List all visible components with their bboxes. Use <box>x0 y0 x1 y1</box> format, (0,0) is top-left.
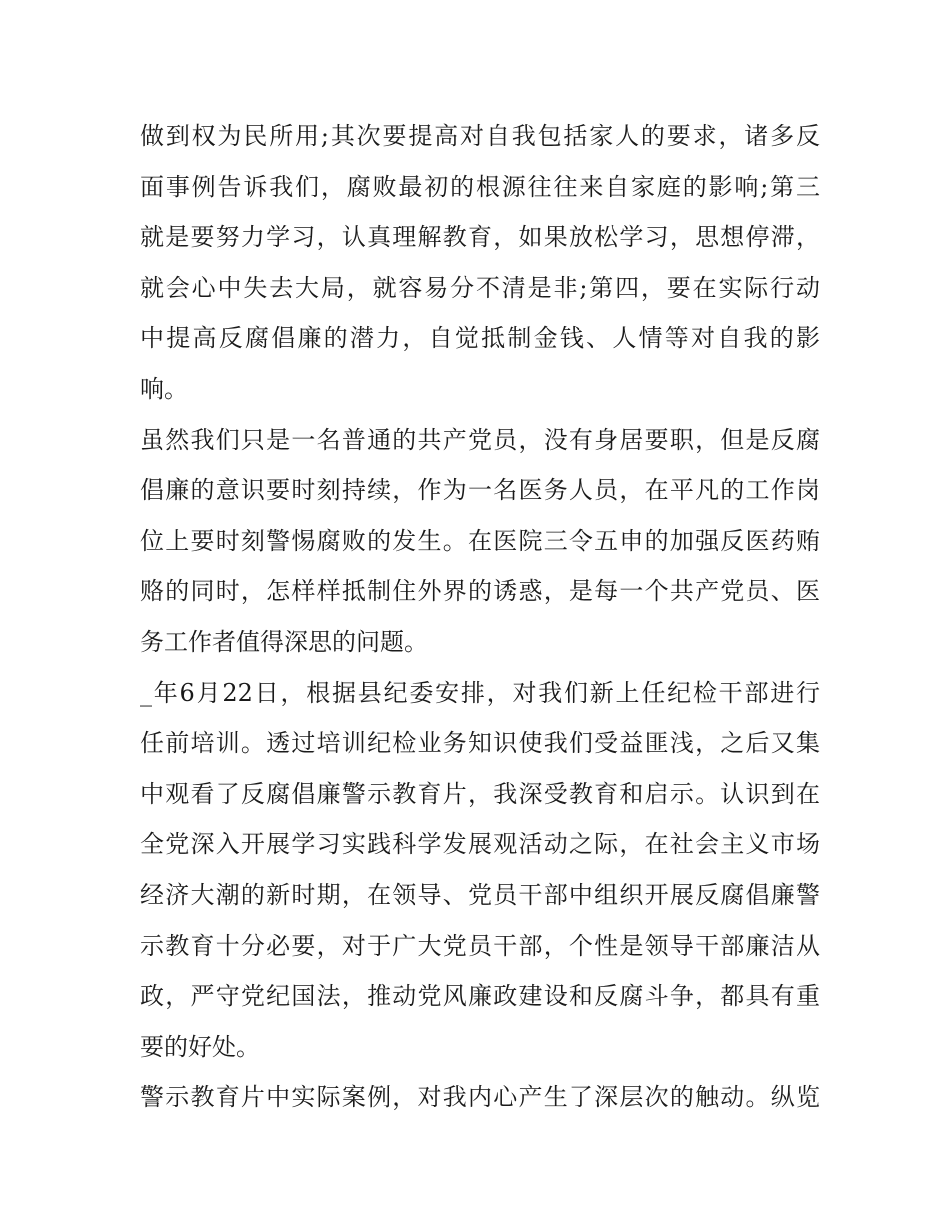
text-line: 示教育十分必要，对于广大党员干部，个性是领导干部廉洁从 <box>140 931 820 960</box>
text-line: 就会心中失去大局，就容易分不清是非;第四，要在实际行动 <box>140 273 820 302</box>
paragraph-1 <box>140 111 820 415</box>
text-line: 政，严守党纪国法，推动党风廉政建设和反腐斗争，都具有重 <box>140 982 820 1011</box>
text-line: 倡廉的意识要时刻持续，作为一名医务人员，在平凡的工作岗 <box>140 476 820 505</box>
text-line: 赂的同时，怎样样抵制住外界的诱惑，是每一个共产党员、医 <box>140 577 820 606</box>
text-line: 就是要努力学习，认真理解教育，如果放松学习，思想停滞， <box>140 223 820 252</box>
body-text <box>140 111 820 1123</box>
text-line: _年6月22日，根据县纪委安排，对我们新上任纪检干部进行 <box>140 678 820 707</box>
paragraph-2 <box>140 415 820 668</box>
text-line: 全党深入开展学习实践科学发展观活动之际，在社会主义市场 <box>140 830 820 859</box>
text-line: 务工作者值得深思的问题。 <box>140 627 428 656</box>
text-line: 警示教育片中实际案例，对我内心产生了深层次的触动。纵览 <box>140 1083 820 1112</box>
text-line: 中提高反腐倡廉的潜力，自觉抵制金钱、人情等对自我的影 <box>140 324 820 353</box>
text-line: 经济大潮的新时期，在领导、党员干部中组织开展反腐倡廉警 <box>140 880 820 909</box>
text-line: 响。 <box>140 374 188 403</box>
paragraph-4 <box>140 1072 820 1123</box>
text-line: 位上要时刻警惕腐败的发生。在医院三令五申的加强反医药贿 <box>140 526 820 555</box>
text-line: 面事例告诉我们，腐败最初的根源往往来自家庭的影响;第三 <box>140 172 820 201</box>
text-line: 虽然我们只是一名普通的共产党员，没有身居要职，但是反腐 <box>140 425 820 454</box>
paragraph-3 <box>140 668 820 1073</box>
text-line: 任前培训。透过培训纪检业务知识使我们受益匪浅，之后又集 <box>140 729 820 758</box>
text-line: 做到权为民所用;其次要提高对自我包括家人的要求，诸多反 <box>140 122 820 150</box>
text-line: 要的好处。 <box>140 1032 260 1061</box>
text-line: 中观看了反腐倡廉警示教育片，我深受教育和启示。认识到在 <box>140 779 820 808</box>
